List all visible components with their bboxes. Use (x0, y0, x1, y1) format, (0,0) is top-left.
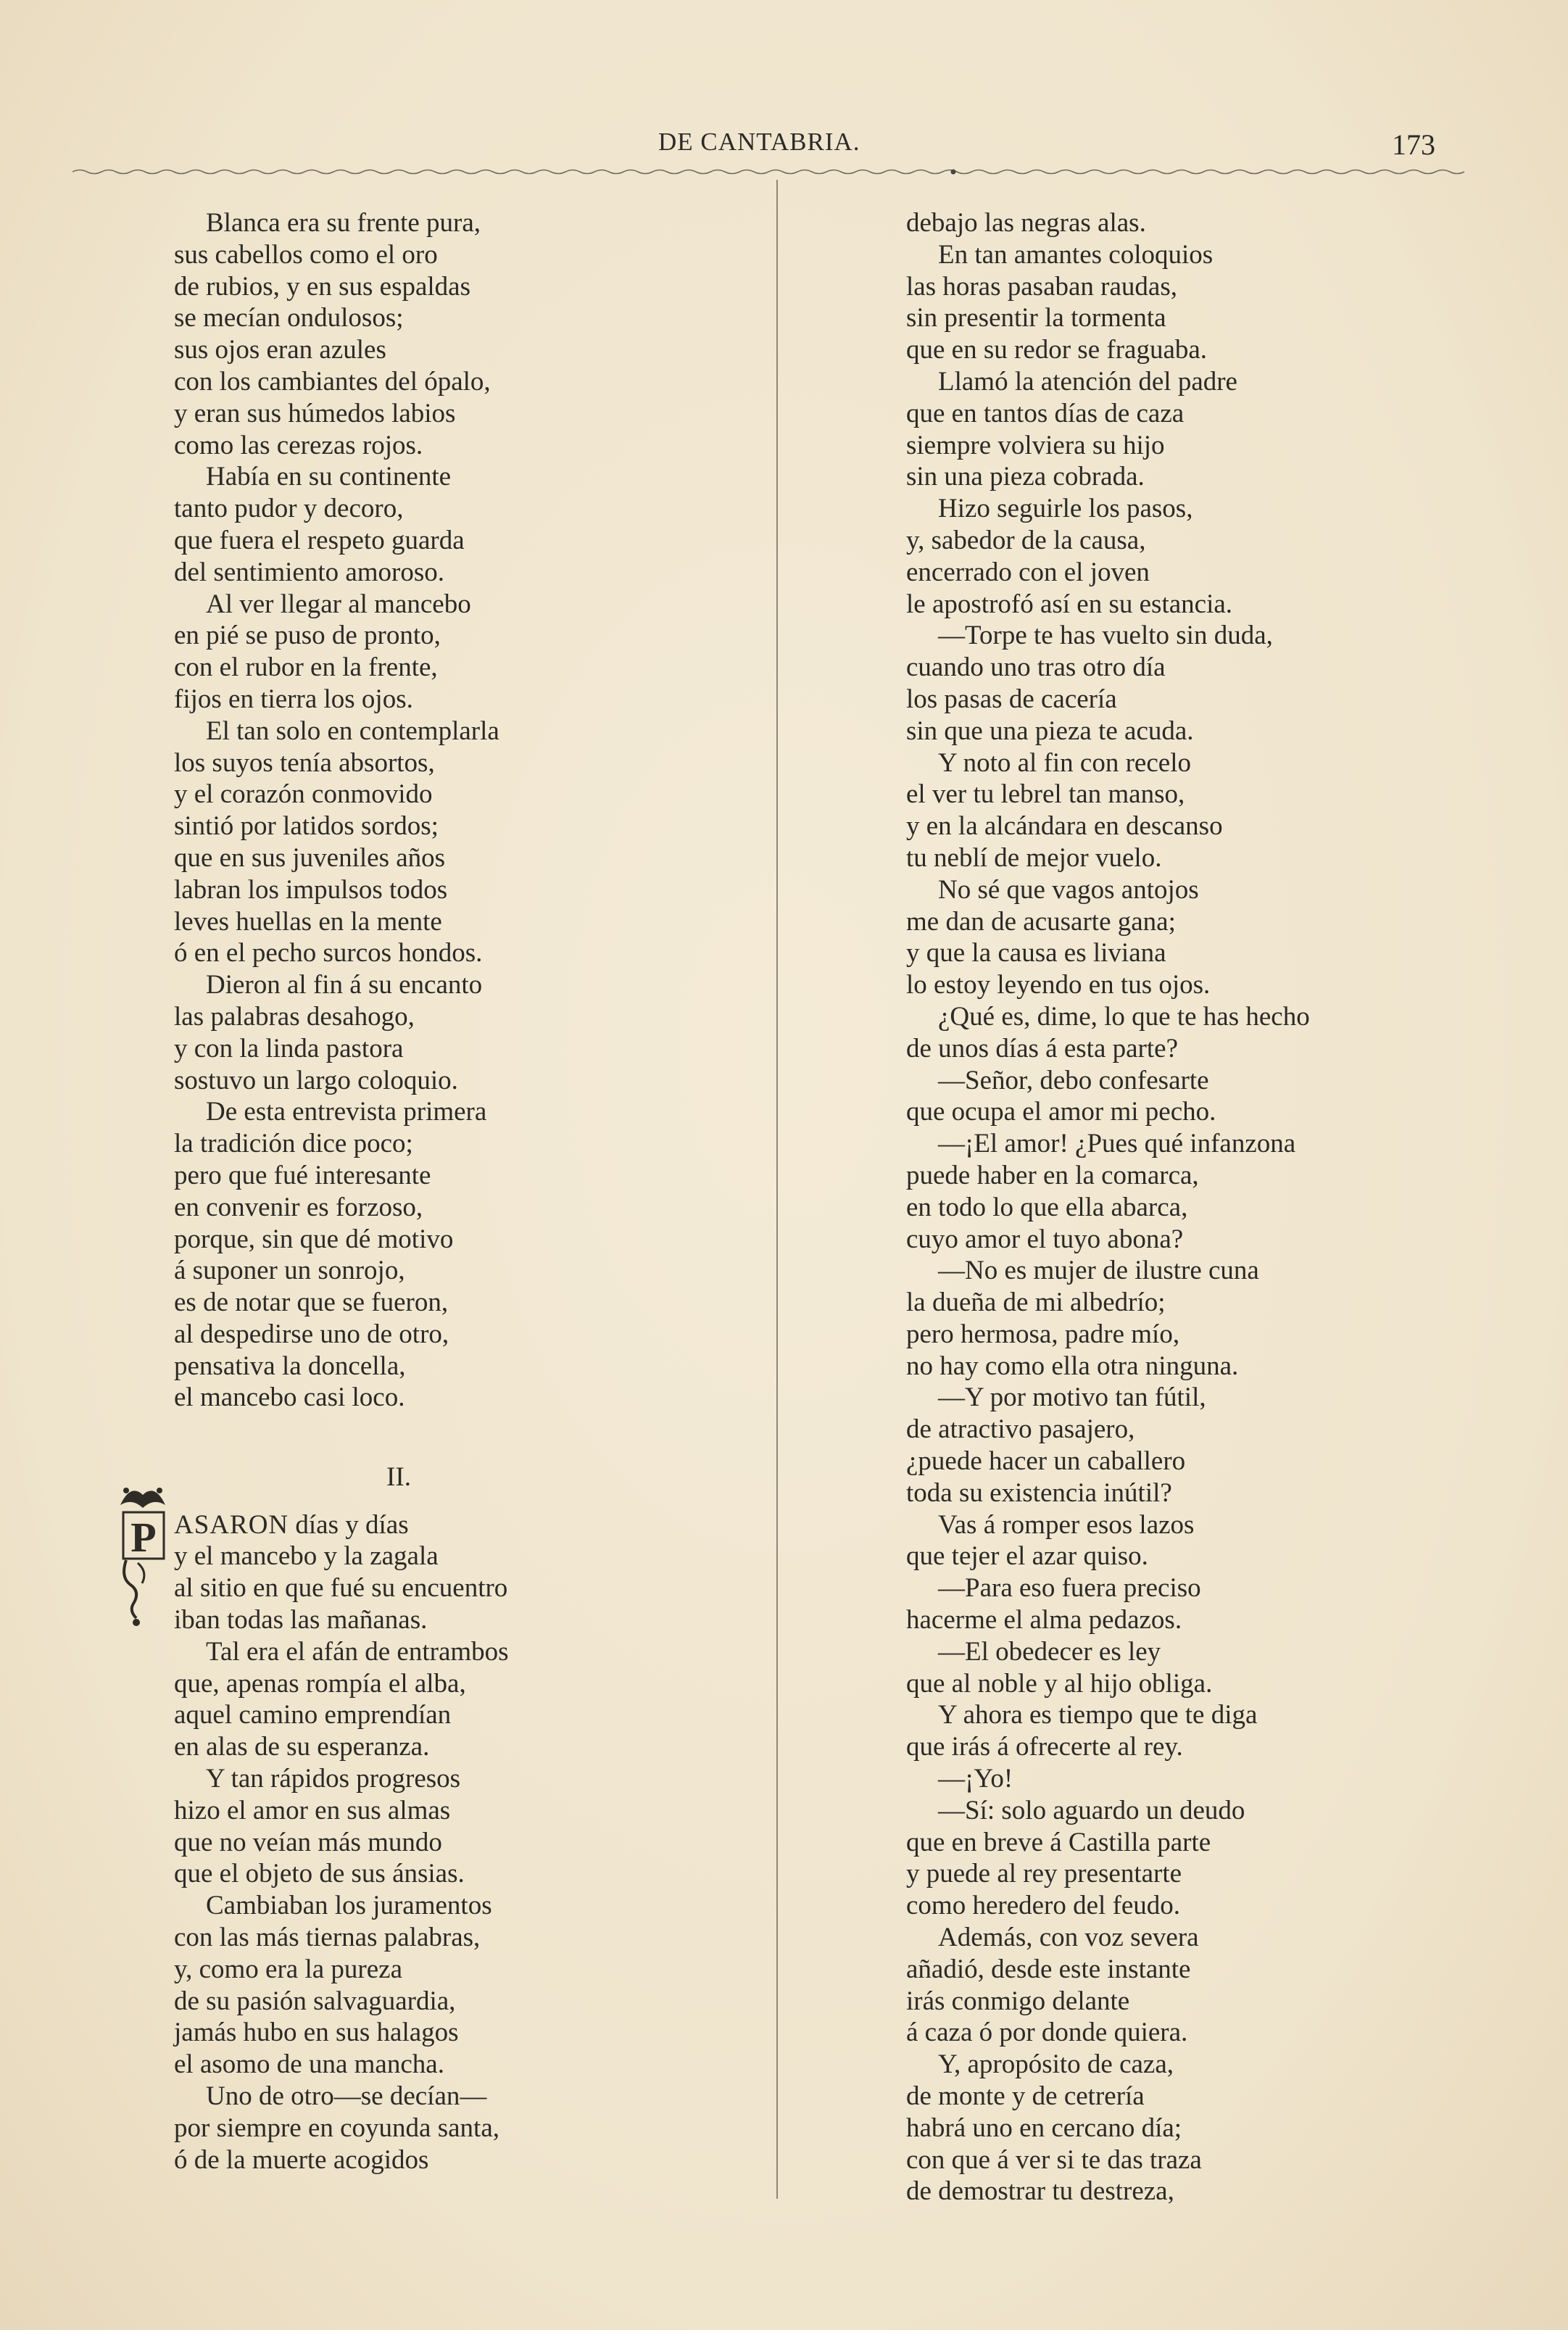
section-heading: II. (386, 1462, 411, 1493)
verse-line: al sitio en que fué su encuentro (174, 1573, 508, 1604)
verse-line: en convenir es forzoso, (174, 1192, 423, 1222)
verse-line: y, sabedor de la causa, (906, 525, 1146, 555)
verse-line: —Señor, debo confesarte (938, 1065, 1209, 1095)
verse-line: y con la linda pastora (174, 1033, 404, 1064)
verse-line: —Para eso fuera preciso (938, 1573, 1201, 1604)
verse-line: Al ver llegar al mancebo (206, 589, 471, 619)
page-number: 173 (1392, 128, 1435, 161)
verse-line: sin que una pieza te acuda. (906, 716, 1194, 746)
verse-line: á caza ó por donde quiera. (906, 2018, 1188, 2048)
verse-line: Blanca era su frente pura, (206, 208, 481, 238)
verse-line: con que á ver si te das traza (906, 2144, 1202, 2175)
verse-line: tu neblí de mejor vuelo. (906, 842, 1162, 873)
header-rule (72, 167, 1472, 177)
verse-line: los pasas de cacería (906, 684, 1117, 714)
verse-line: del sentimiento amoroso. (174, 557, 445, 587)
verse-line: y el corazón conmovido (174, 779, 433, 810)
verse-line: sintió por latidos sordos; (174, 811, 439, 842)
verse-line: cuando uno tras otro día (906, 652, 1166, 683)
verse-line: con las más tiernas palabras, (174, 1923, 481, 1953)
verse-line: ¿puede hacer un caballero (906, 1446, 1186, 1477)
verse-line: que en breve á Castilla parte (906, 1827, 1211, 1857)
verse-line: puede haber en la comarca, (906, 1160, 1199, 1190)
verse-line: —¡Yo! (938, 1764, 1013, 1794)
verse-line: sin presentir la tormenta (906, 303, 1166, 333)
verse-line: cuyo amor el tuyo abona? (906, 1224, 1184, 1254)
left-stanzas-part-one (174, 207, 754, 1414)
running-head (0, 128, 1568, 164)
verse-line: añadió, desde este instante (906, 1954, 1191, 1984)
verse-line: pensativa la doncella, (174, 1351, 406, 1381)
verse-line: debajo las negras alas. (906, 208, 1146, 238)
verse-line: de atractivo pasajero, (906, 1414, 1135, 1445)
verse-line: de su pasión salvaguardia, (174, 1986, 456, 2016)
verse-line: Tal era el afán de entrambos (206, 1636, 509, 1667)
verse-line: —Y por motivo tan fútil, (938, 1382, 1206, 1413)
verse-line: de demostrar tu destreza, (906, 2176, 1174, 2207)
verse-line: Y ahora es tiempo que te diga (938, 1700, 1258, 1730)
verse-line: sus cabellos como el oro (174, 239, 438, 270)
verse-line: le apostrofó así en su estancia. (906, 589, 1233, 619)
svg-text:P: P (130, 1513, 157, 1561)
verse-line: —Sí: solo aguardo un deudo (938, 1795, 1245, 1825)
verse-line: como las cerezas rojos. (174, 430, 423, 460)
verse-line: aquel camino emprendían (174, 1700, 452, 1730)
verse-line: —El obedecer es ley (938, 1636, 1161, 1667)
verse-line: de unos días á esta parte? (906, 1033, 1178, 1064)
verse-line: leves huellas en la mente (174, 906, 442, 937)
verse-line: de rubios, y en sus espaldas (174, 271, 470, 302)
verse-line: con el rubor en la frente, (174, 652, 438, 683)
first-word-smallcaps: ASARON (174, 1509, 289, 1540)
verse-line: que ocupa el amor mi pecho. (906, 1097, 1216, 1127)
column-divider (776, 180, 778, 2199)
verse-line: Y, apropósito de caza, (938, 2049, 1174, 2080)
verse-line: por siempre en coyunda santa, (174, 2113, 499, 2143)
verse-line: —No es mujer de ilustre cuna (938, 1256, 1259, 1286)
verse-line: siempre volviera su hijo (906, 430, 1165, 460)
verse-line: al despedirse uno de otro, (174, 1319, 449, 1349)
verse-line: la tradición dice poco; (174, 1129, 413, 1159)
verse-line: sus ojos eran azules (174, 335, 386, 365)
verse-line: el mancebo casi loco. (174, 1382, 405, 1413)
verse-line: Cambiaban los juramentos (206, 1891, 492, 1921)
verse-line: en pié se puso de pronto, (174, 621, 441, 651)
verse-line: fijos en tierra los ojos. (174, 684, 413, 714)
verse-line: De esta entrevista primera (206, 1097, 487, 1127)
verse-line: que al noble y al hijo obliga. (906, 1668, 1213, 1699)
verse-line: los suyos tenía absortos, (174, 747, 435, 778)
verse-line: las horas pasaban raudas, (906, 271, 1177, 302)
verse-line: y eran sus húmedos labios (174, 398, 456, 428)
right-stanzas (906, 207, 1501, 2207)
verse-line: como heredero del feudo. (906, 1891, 1181, 1921)
verse-line: Llamó la atención del padre (938, 366, 1237, 397)
verse-line: sin una pieza cobrada. (906, 462, 1145, 492)
verse-line: labran los impulsos todos (174, 874, 448, 905)
verse-line: que tejer el azar quiso. (906, 1541, 1148, 1572)
verse-line: Había en su continente (206, 462, 452, 492)
verse-line: El tan solo en contemplarla (206, 716, 499, 746)
verse-line: el asomo de una mancha. (174, 2049, 444, 2080)
verse-line: que, apenas rompía el alba, (174, 1668, 466, 1699)
verse-line: porque, sin que dé motivo (174, 1224, 454, 1254)
verse-line: hizo el amor en sus almas (174, 1795, 451, 1825)
verse-line: tanto pudor y decoro, (174, 494, 404, 524)
verse-line: el ver tu lebrel tan manso, (906, 779, 1185, 810)
verse-line: toda su existencia inútil? (906, 1477, 1172, 1508)
left-column (130, 207, 754, 2176)
verse-line: lo estoy leyendo en tus ojos. (906, 970, 1211, 1000)
verse-line: iban todas las mañanas. (174, 1605, 428, 1635)
verse-line: y puede al rey presentarte (906, 1859, 1182, 1889)
verse-line: y el mancebo y la zagala (174, 1541, 439, 1572)
verse-line: Hizo seguirle los pasos, (938, 494, 1193, 524)
ornamental-dropcap-icon (116, 1476, 170, 1628)
verse-line: ó de la muerte acogidos (174, 2144, 429, 2175)
verse-line: ¿Qué es, dime, lo que te has hecho (938, 1001, 1310, 1032)
verse-line: que irás á ofrecerte al rey. (906, 1732, 1183, 1762)
verse-line: No sé que vagos antojos (938, 874, 1199, 905)
verse-line: —¡El amor! ¿Pues qué infanzona (938, 1129, 1296, 1159)
verse-line: jamás hubo en sus halagos (174, 2018, 459, 2048)
verse-line: encerrado con el joven (906, 557, 1150, 587)
verse-line: no hay como ella otra ninguna. (906, 1351, 1239, 1381)
verse-line: es de notar que se fueron, (174, 1288, 449, 1318)
verse-line: Además, con voz severa (938, 1923, 1199, 1953)
verse-line: sostuvo un largo coloquio. (174, 1065, 458, 1095)
verse-line: que fuera el respeto guarda (174, 525, 465, 555)
verse-line: y que la causa es liviana (906, 938, 1166, 969)
verse-line: Y tan rápidos progresos (206, 1764, 461, 1794)
verse-line: irás conmigo delante (906, 1986, 1130, 2016)
verse-line: de monte y de cetrería (906, 2081, 1145, 2112)
verse-line: á suponer un sonrojo, (174, 1256, 405, 1286)
verse-line: en todo lo que ella abarca, (906, 1192, 1188, 1222)
verse-line: —Torpe te has vuelto sin duda, (938, 621, 1273, 651)
verse-line: me dan de acusarte gana; (906, 906, 1176, 937)
verse-line: se mecían ondulosos; (174, 303, 404, 333)
verse-line: con los cambiantes del ópalo, (174, 366, 491, 397)
verse-line: En tan amantes coloquios (938, 239, 1214, 270)
verse-line: Uno de otro—se decían— (206, 2081, 487, 2112)
verse-line: la dueña de mi albedrío; (906, 1288, 1166, 1318)
verse-line: que el objeto de sus ánsias. (174, 1859, 465, 1889)
blank-line (174, 1414, 754, 1446)
verse-line: Y noto al fin con recelo (938, 747, 1191, 778)
verse-line: las palabras desahogo, (174, 1001, 415, 1032)
verse-line: y, como era la pureza (174, 1954, 403, 1984)
verse-line: que en sus juveniles años (174, 842, 446, 873)
verse-line: en alas de su esperanza. (174, 1732, 430, 1762)
running-title: DE CANTABRIA. (658, 128, 860, 156)
verse-line: que en su redor se fraguaba. (906, 335, 1208, 365)
verse-line: hacerme el alma pedazos. (906, 1605, 1182, 1635)
verse-line: habrá uno en cercano día; (906, 2113, 1182, 2143)
verse-line: pero hermosa, padre mío, (906, 1319, 1180, 1349)
first-line-rest: días y días (289, 1509, 409, 1540)
verse-line: Dieron al fin á su encanto (206, 970, 483, 1000)
right-column (906, 207, 1501, 2207)
verse-line: pero que fué interesante (174, 1160, 431, 1190)
verse-line: que no veían más mundo (174, 1827, 442, 1857)
verse-line: y en la alcándara en descanso (906, 811, 1223, 842)
left-stanzas-part-two (174, 1541, 754, 2176)
verse-line: que en tantos días de caza (906, 398, 1185, 428)
verse-line: ó en el pecho surcos hondos. (174, 938, 483, 969)
verse-line: Vas á romper esos lazos (938, 1509, 1195, 1540)
